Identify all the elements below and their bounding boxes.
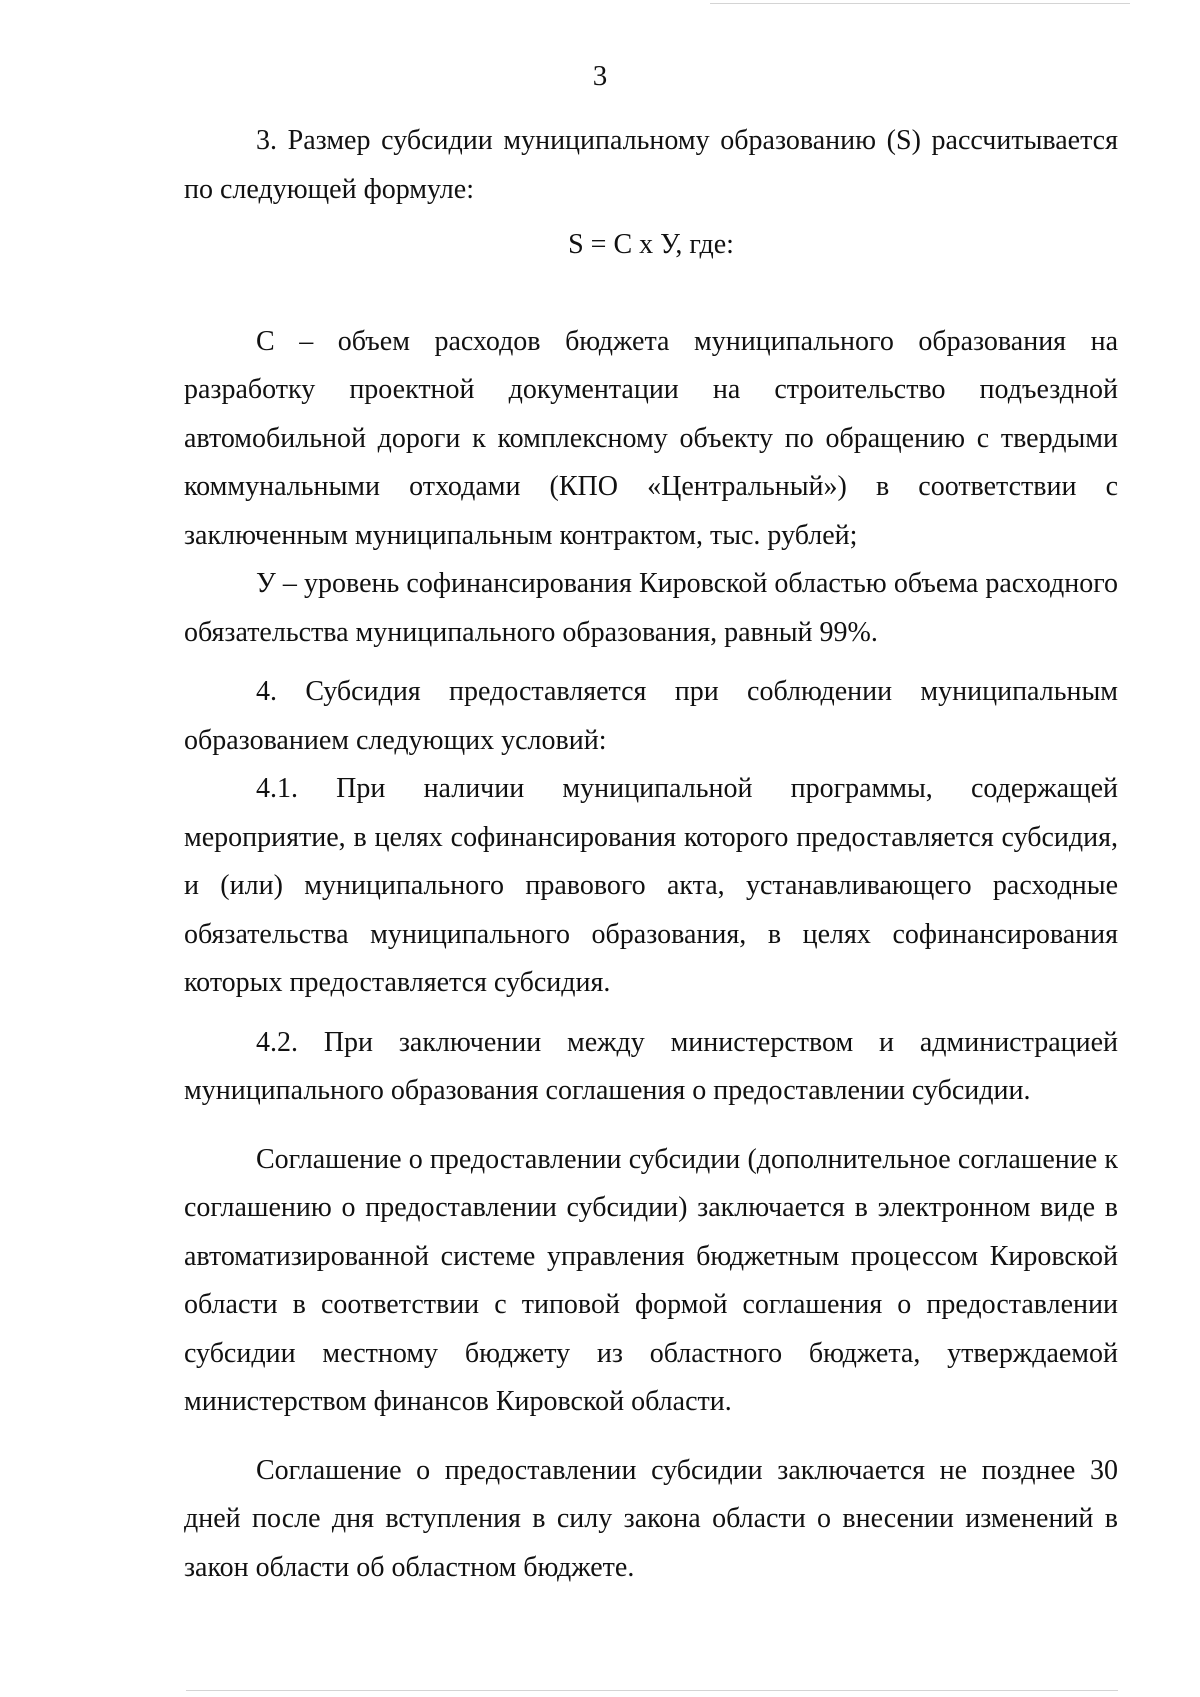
paragraph-agreement-electronic: Соглашение о предоставлении субсидии (дополнительное соглашение к соглашению о предоставлении субсидии) заключается в электронном виде в автоматизированной системе управления бюджетным процессом Кировской области в соответствии с типовой формой соглашения о предоставлении субсидии местному бюджету из областного бюджета, утверждаемой министерством финансов Кировской области. (184, 1143, 1118, 1417)
paragraph-conditions: 4. Субсидия предоставляется при соблюдении муниципальным образованием следующих условий: (184, 676, 1118, 756)
paragraph-c-definition: C – объем расходов бюджета муниципального образования на разработку проектной документации на строительство подъездной автомобильной дороги к комплексному объекту по обращению с твердыми коммунальными отходами (КПО «Центральный») в соответствии с заключенным муниципальным контрактом, тыс. рублей; (184, 325, 1118, 551)
scan-edge-mark-bottom (186, 1690, 1118, 1691)
paragraph-agreement-deadline: Соглашение о предоставлении субсидии заключается не позднее 30 дней после дня вступления в силу закона области о внесении изменений в закон области об областном бюджете. (184, 1454, 1118, 1583)
formula: S = C x У, где: (568, 229, 734, 260)
paragraph-u-definition: У – уровень софинансирования Кировской областью объема расходного обязательства муниципального образования, равный 99%. (184, 568, 1118, 648)
scan-edge-mark-top (710, 3, 1130, 4)
document-body (184, 117, 1118, 1592)
paragraph-condition-4-1: 4.1. При наличии муниципальной программы, содержащей мероприятие, в целях софинансирования которого предоставляется субсидия, и (или) муниципального правового акта, устанавливающего расходные обязательства муниципального образования, в целях софинансирования которых предоставляется субсидия. (184, 773, 1118, 998)
page-number: 3 (592, 60, 608, 92)
paragraph-condition-4-2: 4.2. При заключении между министерством и администрацией муниципального образования соглашения о предоставлении субсидии. (184, 1026, 1118, 1106)
paragraph-subsidy-size: 3. Размер субсидии муниципальному образованию (S) рассчитывается по следующей формуле: (184, 125, 1118, 205)
